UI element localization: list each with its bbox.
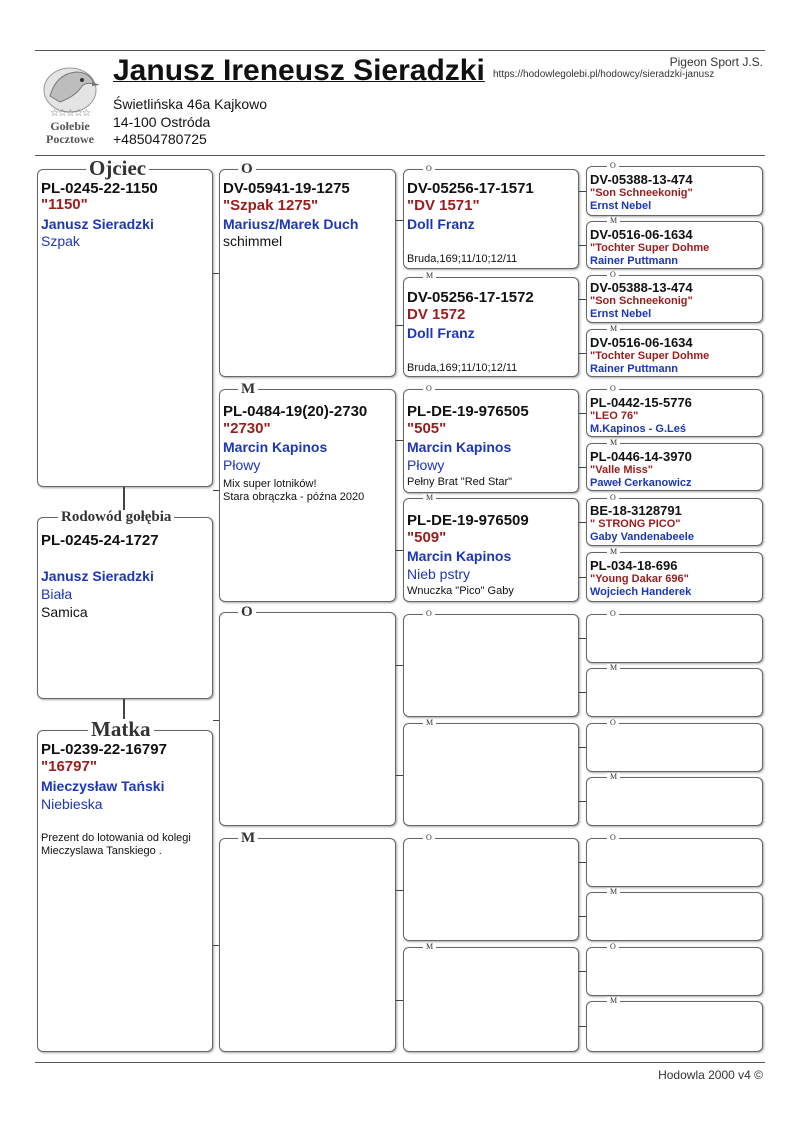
connector-col3-col4-3: [579, 299, 586, 300]
g4-box-10[interactable]: [586, 668, 763, 717]
g4-name-6: "Valle Miss": [590, 464, 654, 476]
fmm-owner: Marcin Kapinos: [407, 548, 512, 564]
fff-name: "DV 1571": [407, 197, 480, 214]
g4-label-11: O: [607, 719, 619, 727]
address-line2: 14-100 Ostróda: [113, 114, 211, 130]
g4-box-11[interactable]: [586, 723, 763, 772]
connector-col2-col3-3: [396, 440, 403, 441]
fm-note2: Stara obrączka - późna 2020: [223, 491, 365, 503]
fmm-ring: PL-DE-19-976509: [407, 512, 529, 529]
father-label: Ojciec: [86, 158, 149, 179]
fm-note1: Mix super lotników!: [223, 478, 317, 490]
g4-owner-8: Wojciech Handerek: [590, 586, 692, 598]
fff-ring: DV-05256-17-1571: [407, 180, 534, 197]
fmm-name: "509": [407, 529, 447, 546]
g4-label-4: M: [607, 325, 620, 333]
mother-ring: PL-0239-22-16797: [41, 741, 167, 758]
fm-ring: PL-0484-19(20)-2730: [223, 403, 368, 420]
mother-name: "16797": [41, 758, 97, 775]
g4-name-1: "Son Schneekonig": [590, 187, 693, 199]
connector-col2-col3-4: [396, 550, 403, 551]
source-url[interactable]: https://hodowlegolebi.pl/hodowcy/sieradzki-janusz: [493, 69, 715, 80]
fff-label: O: [423, 165, 435, 173]
g4-label-1: O: [607, 162, 619, 170]
logo-stars: ☆☆☆☆☆: [50, 108, 90, 119]
g4-name-2: "Tochter Super Dohme: [590, 242, 710, 254]
ff-name: "Szpak 1275": [223, 197, 319, 214]
connector-col2-col3-5: [396, 665, 403, 666]
mm-label: M: [238, 831, 258, 846]
mmm-label: M: [423, 943, 436, 951]
ffm-name: DV 1572: [407, 306, 466, 323]
fmm-color: Nieb pstry: [407, 566, 471, 582]
g4-owner-5: M.Kapinos - G.Leś: [590, 423, 686, 435]
g4-owner-3: Ernst Nebel: [590, 308, 652, 320]
g4-label-10: M: [607, 664, 620, 672]
fmf-owner: Marcin Kapinos: [407, 439, 512, 455]
pigeon-logo-icon: [36, 56, 104, 116]
g4-label-12: M: [607, 773, 620, 781]
g4-label-8: M: [607, 548, 620, 556]
g4-box-16[interactable]: [586, 1001, 763, 1052]
mother-color: Niebieska: [41, 796, 103, 812]
fff-note: Bruda,169;11/10;12/11: [407, 253, 518, 265]
g4-name-5: "LEO 76": [590, 410, 639, 422]
connector-col3-col4-7: [579, 522, 586, 523]
g4-box-12[interactable]: [586, 777, 763, 826]
ffm-ring: DV-05256-17-1572: [407, 289, 534, 306]
g4-name-8: "Young Dakar 696": [590, 573, 689, 585]
fmf-note: Pełny Brat "Red Star": [407, 476, 513, 488]
mff-label: O: [423, 610, 435, 618]
connector-col2-col3-8: [396, 1000, 403, 1001]
mother-label: Matka: [88, 719, 154, 740]
fmf-label: O: [423, 385, 435, 393]
father-color: Szpak: [41, 233, 80, 249]
subject-ring: PL-0245-24-1727: [41, 532, 159, 549]
breeder-name: Janusz Ireneusz Sieradzki: [113, 54, 485, 87]
connector-col3-col4-5: [579, 413, 586, 414]
fm-owner: Marcin Kapinos: [223, 439, 328, 455]
fmf-color: Płowy: [407, 457, 445, 473]
g4-name-4: "Tochter Super Dohme: [590, 350, 710, 362]
mmm-box[interactable]: [403, 947, 579, 1052]
mmf-box[interactable]: [403, 838, 579, 941]
ff-label: O: [238, 162, 256, 177]
g4-owner-1: Ernst Nebel: [590, 200, 652, 212]
mfm-label: M: [423, 719, 436, 727]
g4-owner-7: Gaby Vandenabeele: [590, 531, 694, 543]
connector-col3-col4-8: [579, 577, 586, 578]
logo: [36, 56, 104, 148]
connector-mother-parents-2: [213, 945, 219, 946]
g4-label-5: O: [607, 385, 619, 393]
connector-father-parents: [213, 273, 219, 274]
fm-color: Płowy: [223, 457, 261, 473]
address-line1: Świetlińska 46a Kajkowo: [113, 96, 268, 112]
connector-col3-col4-1: [579, 191, 586, 192]
subject-color: Biała: [41, 586, 73, 602]
ff-ring: DV-05941-19-1275: [223, 180, 350, 197]
fff-owner: Doll Franz: [407, 216, 475, 232]
g4-owner-6: Paweł Cerkanowicz: [590, 477, 692, 489]
fmf-name: "505": [407, 420, 447, 437]
connector-mother-parents: [213, 720, 219, 721]
g4-box-15[interactable]: [586, 947, 763, 996]
g4-ring-8: PL-034-18-696: [590, 558, 678, 573]
g4-label-14: M: [607, 888, 620, 896]
g4-label-7: O: [607, 494, 619, 502]
g4-box-13[interactable]: [586, 838, 763, 887]
g4-label-9: O: [607, 610, 619, 618]
mother-note: Prezent do lotowania od kolegi Mieczyslawa Tanskiego .: [41, 832, 191, 857]
father-owner: Janusz Sieradzki: [41, 216, 154, 232]
g4-box-9[interactable]: [586, 614, 763, 663]
ffm-owner: Doll Franz: [407, 325, 475, 341]
mfm-box[interactable]: [403, 723, 579, 826]
connector-col3-col4-14: [579, 916, 586, 917]
g4-label-15: O: [607, 943, 619, 951]
g4-ring-2: DV-0516-06-1634: [590, 227, 693, 242]
connector-col3-col4-4: [579, 353, 586, 354]
logo-text-top: Gołebie: [50, 119, 90, 133]
g4-ring-6: PL-0446-14-3970: [590, 449, 692, 464]
footer-version: Hodowla 2000 v4 ©: [658, 1068, 763, 1082]
fmf-ring: PL-DE-19-976505: [407, 403, 529, 420]
connector-father-parents-2: [213, 490, 219, 491]
g4-label-6: M: [607, 439, 620, 447]
g4-ring-5: PL-0442-15-5776: [590, 395, 692, 410]
g4-label-2: M: [607, 217, 620, 225]
mother-owner: Mieczysław Tański: [41, 778, 165, 794]
g4-ring-1: DV-05388-13-474: [590, 172, 693, 187]
header-top-rule: [35, 50, 765, 51]
fm-name: "2730": [223, 420, 271, 437]
connector-col2-col3-2: [396, 325, 403, 326]
connector-col3-col4-11: [579, 747, 586, 748]
g4-name-3: "Son Schneekonig": [590, 295, 693, 307]
connector-col3-col4-2: [579, 245, 586, 246]
ff-color: schimmel: [223, 233, 283, 249]
logo-text-bottom: Pocztowe: [46, 132, 94, 146]
g4-label-13: O: [607, 834, 619, 842]
g4-label-16: M: [607, 997, 620, 1005]
connector-col3-col4-15: [579, 971, 586, 972]
mm-box[interactable]: [219, 838, 396, 1052]
mf-label: O: [238, 605, 256, 620]
mmf-label: O: [423, 834, 435, 842]
g4-label-3: O: [607, 271, 619, 279]
fmm-note: Wnuczka "Pico" Gaby: [407, 585, 514, 597]
connector-col2-col3-6: [396, 775, 403, 776]
ffm-label: M: [423, 272, 436, 280]
connector-col3-col4-13: [579, 862, 586, 863]
subject-owner: Janusz Sieradzki: [41, 568, 154, 584]
connector-col2-col3-1: [396, 220, 403, 221]
g4-name-7: " STRONG PICO": [590, 518, 681, 530]
g4-ring-7: BE-18-3128791: [590, 503, 682, 518]
mff-box[interactable]: [403, 614, 579, 717]
connector-col3-col4-12: [579, 801, 586, 802]
ff-owner: Mariusz/Marek Duch: [223, 216, 359, 232]
mf-box[interactable]: [219, 612, 396, 826]
pedigree-label: Rodowód gołębia: [58, 510, 174, 525]
g4-ring-3: DV-05388-13-474: [590, 280, 693, 295]
fmm-label: M: [423, 494, 436, 502]
footer-rule: [35, 1062, 765, 1063]
connector-col2-col3-7: [396, 890, 403, 891]
phone: +48504780725: [113, 131, 207, 147]
g4-ring-4: DV-0516-06-1634: [590, 335, 693, 350]
fm-label: M: [238, 382, 258, 397]
publisher: Pigeon Sport J.S.: [669, 55, 763, 69]
g4-owner-2: Rainer Puttmann: [590, 255, 679, 267]
connector-col3-col4-16: [579, 1026, 586, 1027]
father-ring: PL-0245-22-1150: [41, 180, 158, 197]
subject-sex: Samica: [41, 604, 88, 620]
connector-col3-col4-6: [579, 467, 586, 468]
father-name: "1150": [41, 196, 88, 213]
connector-col3-col4-9: [579, 638, 586, 639]
g4-owner-4: Rainer Puttmann: [590, 363, 679, 375]
g4-box-14[interactable]: [586, 892, 763, 941]
connector-col3-col4-10: [579, 692, 586, 693]
ffm-note: Bruda,169;11/10;12/11: [407, 362, 518, 374]
